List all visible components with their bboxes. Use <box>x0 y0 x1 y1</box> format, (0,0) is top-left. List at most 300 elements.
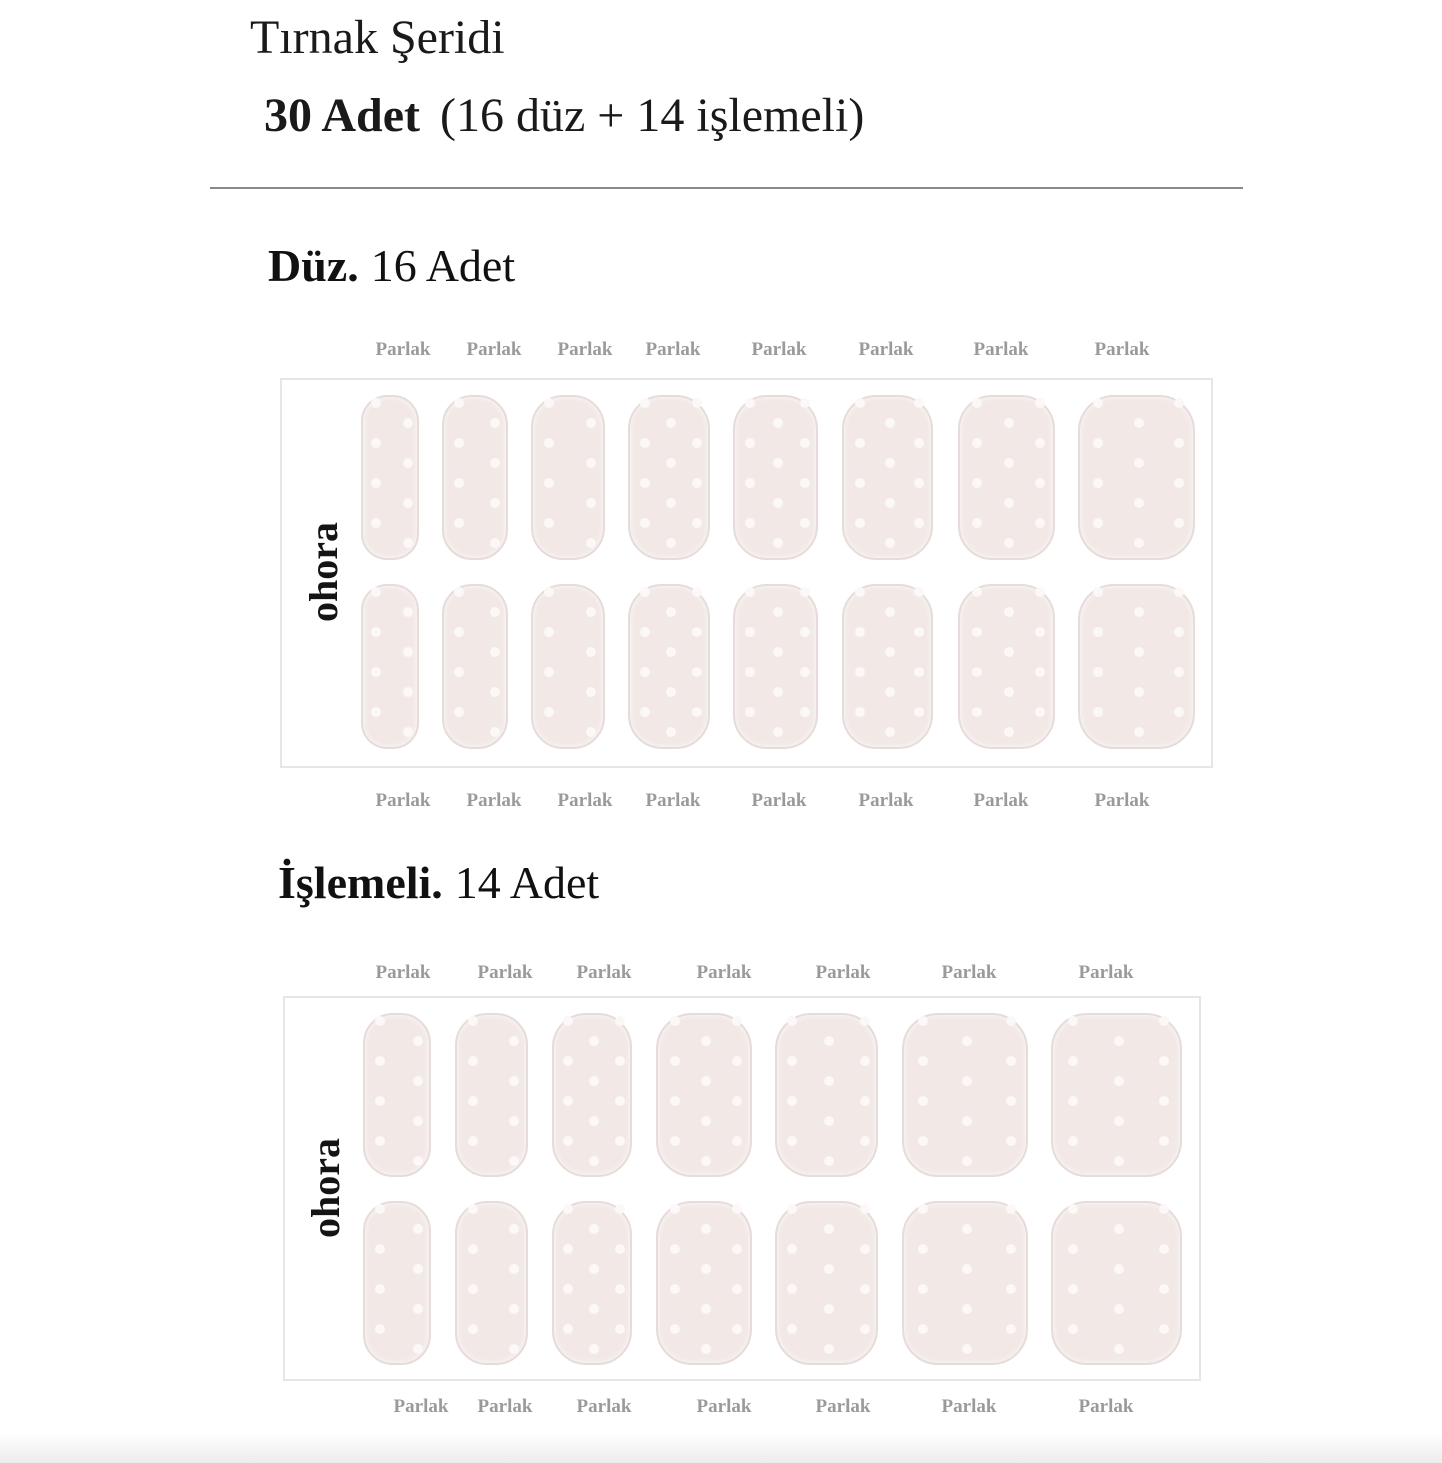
polka-dot <box>586 538 596 548</box>
polka-dot <box>824 1116 834 1126</box>
polka-dot <box>773 607 783 617</box>
polka-dot <box>701 1156 711 1166</box>
polka-dot <box>1159 1136 1169 1146</box>
polka-dot <box>800 438 810 448</box>
polka-dot <box>745 518 755 528</box>
nail-sticker <box>531 584 605 749</box>
polka-dot <box>615 1284 625 1294</box>
polka-dot <box>1174 438 1184 448</box>
polka-dot <box>824 1224 834 1234</box>
polka-dot <box>615 1136 625 1146</box>
polka-dot <box>692 398 702 408</box>
polka-dot <box>670 1136 680 1146</box>
polka-dot <box>670 1096 680 1106</box>
polka-dot <box>824 1304 834 1314</box>
polka-dot <box>454 627 464 637</box>
polka-dot <box>615 1096 625 1106</box>
polka-dot <box>1004 418 1014 428</box>
polka-dot <box>509 1304 519 1314</box>
finish-label-bottom: Parlak <box>815 1396 871 1417</box>
polka-dot <box>745 667 755 677</box>
bottom-shadow <box>0 1433 1442 1463</box>
polka-dot <box>375 1284 385 1294</box>
polka-dot <box>1114 1264 1124 1274</box>
polka-dot <box>371 438 381 448</box>
polka-dot <box>914 587 924 597</box>
polka-dot <box>468 1096 478 1106</box>
polka-dot <box>860 1324 870 1334</box>
finish-label-top: Parlak <box>751 339 807 360</box>
polka-dot <box>1004 647 1014 657</box>
polka-dot <box>544 707 554 717</box>
polka-dot <box>670 1016 680 1026</box>
polka-dot <box>773 498 783 508</box>
polka-dot <box>732 1324 742 1334</box>
polka-dot <box>692 587 702 597</box>
polka-dot <box>454 707 464 717</box>
polka-dot <box>787 1284 797 1294</box>
polka-dot <box>589 1036 599 1046</box>
polka-dot <box>670 1244 680 1254</box>
polka-dot <box>413 1116 423 1126</box>
polka-dot <box>1068 1096 1078 1106</box>
finish-label-bottom: Parlak <box>941 1396 997 1417</box>
polka-dot <box>413 1344 423 1354</box>
polka-dot <box>885 607 895 617</box>
polka-dot <box>1035 398 1045 408</box>
polka-dot <box>666 687 676 697</box>
polka-dot <box>375 1016 385 1026</box>
polka-dot <box>509 1036 519 1046</box>
polka-dot <box>701 1116 711 1126</box>
polka-dot <box>1035 587 1045 597</box>
polka-dot <box>701 1264 711 1274</box>
polka-dot <box>962 1224 972 1234</box>
polka-dot <box>403 498 413 508</box>
polka-dot <box>1093 398 1103 408</box>
finish-label-top: Parlak <box>375 962 431 983</box>
polka-dot <box>413 1264 423 1274</box>
polka-dot <box>800 478 810 488</box>
polka-dot <box>413 1156 423 1166</box>
polka-dot <box>962 1036 972 1046</box>
nail-sticker <box>628 584 710 749</box>
finish-label-top: Parlak <box>815 962 871 983</box>
polka-dot <box>914 707 924 717</box>
polka-dot <box>1174 667 1184 677</box>
finish-label-bottom: Parlak <box>557 790 613 811</box>
polka-dot <box>692 707 702 717</box>
polka-dot <box>371 587 381 597</box>
polka-dot <box>972 398 982 408</box>
polka-dot <box>563 1284 573 1294</box>
nail-sticker <box>1078 584 1195 749</box>
nail-sticker <box>958 584 1055 749</box>
finish-label-bottom: Parlak <box>858 790 914 811</box>
polka-dot <box>1035 667 1045 677</box>
polka-dot <box>1174 518 1184 528</box>
polka-dot <box>1174 587 1184 597</box>
polka-dot <box>1006 1284 1016 1294</box>
polka-dot <box>454 518 464 528</box>
polka-dot <box>589 1344 599 1354</box>
polka-dot <box>544 667 554 677</box>
polka-dot <box>586 687 596 697</box>
finish-label-top: Parlak <box>858 339 914 360</box>
polka-dot <box>972 667 982 677</box>
polka-dot <box>586 498 596 508</box>
polka-dot <box>1035 627 1045 637</box>
polka-dot <box>1114 1156 1124 1166</box>
polka-dot <box>615 1056 625 1066</box>
polka-dot <box>918 1136 928 1146</box>
polka-dot <box>1093 438 1103 448</box>
polka-dot <box>413 1224 423 1234</box>
polka-dot <box>787 1016 797 1026</box>
polka-dot <box>918 1284 928 1294</box>
polka-dot <box>371 707 381 717</box>
polka-dot <box>563 1244 573 1254</box>
polka-dot <box>403 458 413 468</box>
polka-dot <box>371 478 381 488</box>
polka-dot <box>860 1016 870 1026</box>
polka-dot <box>914 398 924 408</box>
nail-sticker <box>455 1013 528 1177</box>
polka-dot <box>1004 727 1014 737</box>
polka-dot <box>962 1156 972 1166</box>
nail-sticker <box>363 1013 431 1177</box>
finish-label-bottom: Parlak <box>477 1396 533 1417</box>
piece-count-total: 30 Adet <box>264 89 420 142</box>
piece-count <box>264 86 864 146</box>
polka-dot <box>701 1076 711 1086</box>
nail-sticker <box>775 1201 878 1365</box>
brand-logo: ohora <box>301 522 346 622</box>
polka-dot <box>1093 707 1103 717</box>
polka-dot <box>490 538 500 548</box>
polka-dot <box>640 398 650 408</box>
polka-dot <box>885 498 895 508</box>
page-title: Tırnak Şeridi <box>250 11 505 64</box>
polka-dot <box>666 538 676 548</box>
polka-dot <box>1035 707 1045 717</box>
finish-label-bottom: Parlak <box>1078 1396 1134 1417</box>
nail-sticker <box>733 584 818 749</box>
nail-sticker <box>656 1201 752 1365</box>
polka-dot <box>403 647 413 657</box>
polka-dot <box>1134 607 1144 617</box>
polka-dot <box>403 418 413 428</box>
polka-dot <box>509 1156 519 1166</box>
polka-dot <box>640 627 650 637</box>
polka-dot <box>666 647 676 657</box>
polka-dot <box>1134 727 1144 737</box>
polka-dot <box>615 1016 625 1026</box>
polka-dot <box>1114 1344 1124 1354</box>
polka-dot <box>670 1204 680 1214</box>
finish-label-top: Parlak <box>941 962 997 983</box>
polka-dot <box>860 1096 870 1106</box>
finish-label-top: Parlak <box>696 962 752 983</box>
nail-sticker <box>442 584 508 749</box>
polka-dot <box>468 1284 478 1294</box>
polka-dot <box>824 1036 834 1046</box>
polka-dot <box>468 1204 478 1214</box>
finish-label-bottom: Parlak <box>466 790 522 811</box>
polka-dot <box>1174 478 1184 488</box>
nail-sticker <box>733 395 818 560</box>
polka-dot <box>732 1284 742 1294</box>
nail-sticker <box>842 395 933 560</box>
polka-dot <box>692 478 702 488</box>
finish-label-bottom: Parlak <box>645 790 701 811</box>
polka-dot <box>413 1036 423 1046</box>
polka-dot <box>855 667 865 677</box>
polka-dot <box>640 707 650 717</box>
polka-dot <box>1134 687 1144 697</box>
nail-sticker <box>958 395 1055 560</box>
finish-label-bottom: Parlak <box>696 1396 752 1417</box>
polka-dot <box>468 1324 478 1334</box>
polka-dot <box>918 1016 928 1026</box>
finish-label-top: Parlak <box>477 962 533 983</box>
polka-dot <box>1068 1324 1078 1334</box>
polka-dot <box>885 647 895 657</box>
piece-count-breakdown: (16 düz + 14 işlemeli) <box>440 89 865 142</box>
polka-dot <box>692 667 702 677</box>
polka-dot <box>454 438 464 448</box>
nail-sticker <box>361 395 419 560</box>
nail-sticker <box>628 395 710 560</box>
polka-dot <box>1093 667 1103 677</box>
polka-dot <box>375 1324 385 1334</box>
polka-dot <box>885 727 895 737</box>
polka-dot <box>1159 1204 1169 1214</box>
polka-dot <box>787 1204 797 1214</box>
polka-dot <box>490 727 500 737</box>
divider <box>210 187 1243 189</box>
polka-dot <box>563 1016 573 1026</box>
polka-dot <box>745 478 755 488</box>
polka-dot <box>855 478 865 488</box>
polka-dot <box>855 707 865 717</box>
polka-dot <box>586 727 596 737</box>
polka-dot <box>615 1324 625 1334</box>
polka-dot <box>885 538 895 548</box>
polka-dot <box>563 1096 573 1106</box>
nail-sticker <box>902 1013 1028 1177</box>
polka-dot <box>860 1204 870 1214</box>
polka-dot <box>773 418 783 428</box>
polka-dot <box>375 1136 385 1146</box>
polka-dot <box>972 627 982 637</box>
polka-dot <box>1035 478 1045 488</box>
polka-dot <box>490 498 500 508</box>
nail-sticker <box>902 1201 1028 1365</box>
nail-sticker <box>1078 395 1195 560</box>
polka-dot <box>773 647 783 657</box>
polka-dot <box>544 478 554 488</box>
polka-dot <box>1068 1136 1078 1146</box>
polka-dot <box>1114 1116 1124 1126</box>
polka-dot <box>692 438 702 448</box>
polka-dot <box>670 1284 680 1294</box>
polka-dot <box>413 1076 423 1086</box>
polka-dot <box>509 1344 519 1354</box>
polka-dot <box>509 1076 519 1086</box>
polka-dot <box>745 627 755 637</box>
polka-dot <box>640 478 650 488</box>
polka-dot <box>1159 1324 1169 1334</box>
polka-dot <box>824 1076 834 1086</box>
polka-dot <box>824 1344 834 1354</box>
polka-dot <box>824 1156 834 1166</box>
finish-label-top: Parlak <box>557 339 613 360</box>
polka-dot <box>544 438 554 448</box>
polka-dot <box>371 518 381 528</box>
polka-dot <box>1068 1284 1078 1294</box>
finish-label-bottom: Parlak <box>751 790 807 811</box>
nail-sticker <box>775 1013 878 1177</box>
polka-dot <box>800 667 810 677</box>
polka-dot <box>1006 1056 1016 1066</box>
polka-dot <box>824 1264 834 1274</box>
polka-dot <box>544 627 554 637</box>
section-plain-count: 16 Adet <box>370 240 516 291</box>
polka-dot <box>1114 1224 1124 1234</box>
polka-dot <box>787 1056 797 1066</box>
polka-dot <box>586 647 596 657</box>
polka-dot <box>589 1076 599 1086</box>
polka-dot <box>773 687 783 697</box>
polka-dot <box>615 1204 625 1214</box>
polka-dot <box>490 647 500 657</box>
polka-dot <box>589 1116 599 1126</box>
polka-dot <box>490 458 500 468</box>
polka-dot <box>670 1056 680 1066</box>
polka-dot <box>371 627 381 637</box>
polka-dot <box>800 518 810 528</box>
polka-dot <box>860 1056 870 1066</box>
polka-dot <box>773 727 783 737</box>
polka-dot <box>787 1096 797 1106</box>
polka-dot <box>918 1096 928 1106</box>
polka-dot <box>732 1056 742 1066</box>
polka-dot <box>490 607 500 617</box>
polka-dot <box>962 1344 972 1354</box>
polka-dot <box>745 438 755 448</box>
polka-dot <box>962 1076 972 1086</box>
polka-dot <box>732 1016 742 1026</box>
polka-dot <box>732 1204 742 1214</box>
polka-dot <box>855 627 865 637</box>
polka-dot <box>855 438 865 448</box>
polka-dot <box>855 398 865 408</box>
polka-dot <box>1035 438 1045 448</box>
polka-dot <box>1004 498 1014 508</box>
finish-label-top: Parlak <box>1094 339 1150 360</box>
polka-dot <box>666 498 676 508</box>
polka-dot <box>773 458 783 468</box>
polka-dot <box>544 398 554 408</box>
polka-dot <box>1174 627 1184 637</box>
nail-sticker <box>1051 1013 1182 1177</box>
polka-dot <box>701 1304 711 1314</box>
polka-dot <box>972 438 982 448</box>
polka-dot <box>855 518 865 528</box>
polka-dot <box>1093 478 1103 488</box>
polka-dot <box>563 1056 573 1066</box>
polka-dot <box>1093 518 1103 528</box>
finish-label-top: Parlak <box>576 962 632 983</box>
section-decorated-count: 14 Adet <box>454 857 600 908</box>
polka-dot <box>800 707 810 717</box>
polka-dot <box>972 518 982 528</box>
finish-label-bottom: Parlak <box>375 790 431 811</box>
polka-dot <box>1174 707 1184 717</box>
polka-dot <box>454 478 464 488</box>
polka-dot <box>787 1136 797 1146</box>
polka-dot <box>1006 1136 1016 1146</box>
polka-dot <box>885 687 895 697</box>
polka-dot <box>375 1244 385 1254</box>
polka-dot <box>1134 458 1144 468</box>
polka-dot <box>1004 687 1014 697</box>
polka-dot <box>589 1156 599 1166</box>
polka-dot <box>914 667 924 677</box>
finish-label-bottom: Parlak <box>973 790 1029 811</box>
nail-sticker <box>455 1201 528 1365</box>
brand-logo: ohora <box>303 1138 348 1238</box>
polka-dot <box>586 458 596 468</box>
polka-dot <box>375 1204 385 1214</box>
nail-sticker <box>1051 1201 1182 1365</box>
polka-dot <box>640 518 650 528</box>
polka-dot <box>454 587 464 597</box>
polka-dot <box>800 587 810 597</box>
polka-dot <box>589 1264 599 1274</box>
polka-dot <box>701 1036 711 1046</box>
finish-label-top: Parlak <box>973 339 1029 360</box>
polka-dot <box>918 1324 928 1334</box>
polka-dot <box>563 1204 573 1214</box>
polka-dot <box>589 1304 599 1314</box>
polka-dot <box>914 518 924 528</box>
polka-dot <box>490 687 500 697</box>
polka-dot <box>1159 1016 1169 1026</box>
finish-label-bottom: Parlak <box>393 1396 449 1417</box>
polka-dot <box>787 1324 797 1334</box>
polka-dot <box>454 398 464 408</box>
polka-dot <box>732 1096 742 1106</box>
polka-dot <box>563 1324 573 1334</box>
finish-label-top: Parlak <box>645 339 701 360</box>
polka-dot <box>670 1324 680 1334</box>
nail-sticker <box>361 584 419 749</box>
section-decorated-title <box>278 855 599 911</box>
polka-dot <box>1174 398 1184 408</box>
polka-dot <box>403 538 413 548</box>
nail-sticker <box>552 1201 632 1365</box>
polka-dot <box>972 707 982 717</box>
polka-dot <box>1114 1076 1124 1086</box>
section-plain-title <box>268 238 515 294</box>
polka-dot <box>640 667 650 677</box>
polka-dot <box>732 1244 742 1254</box>
polka-dot <box>1114 1304 1124 1314</box>
polka-dot <box>800 398 810 408</box>
polka-dot <box>918 1244 928 1254</box>
